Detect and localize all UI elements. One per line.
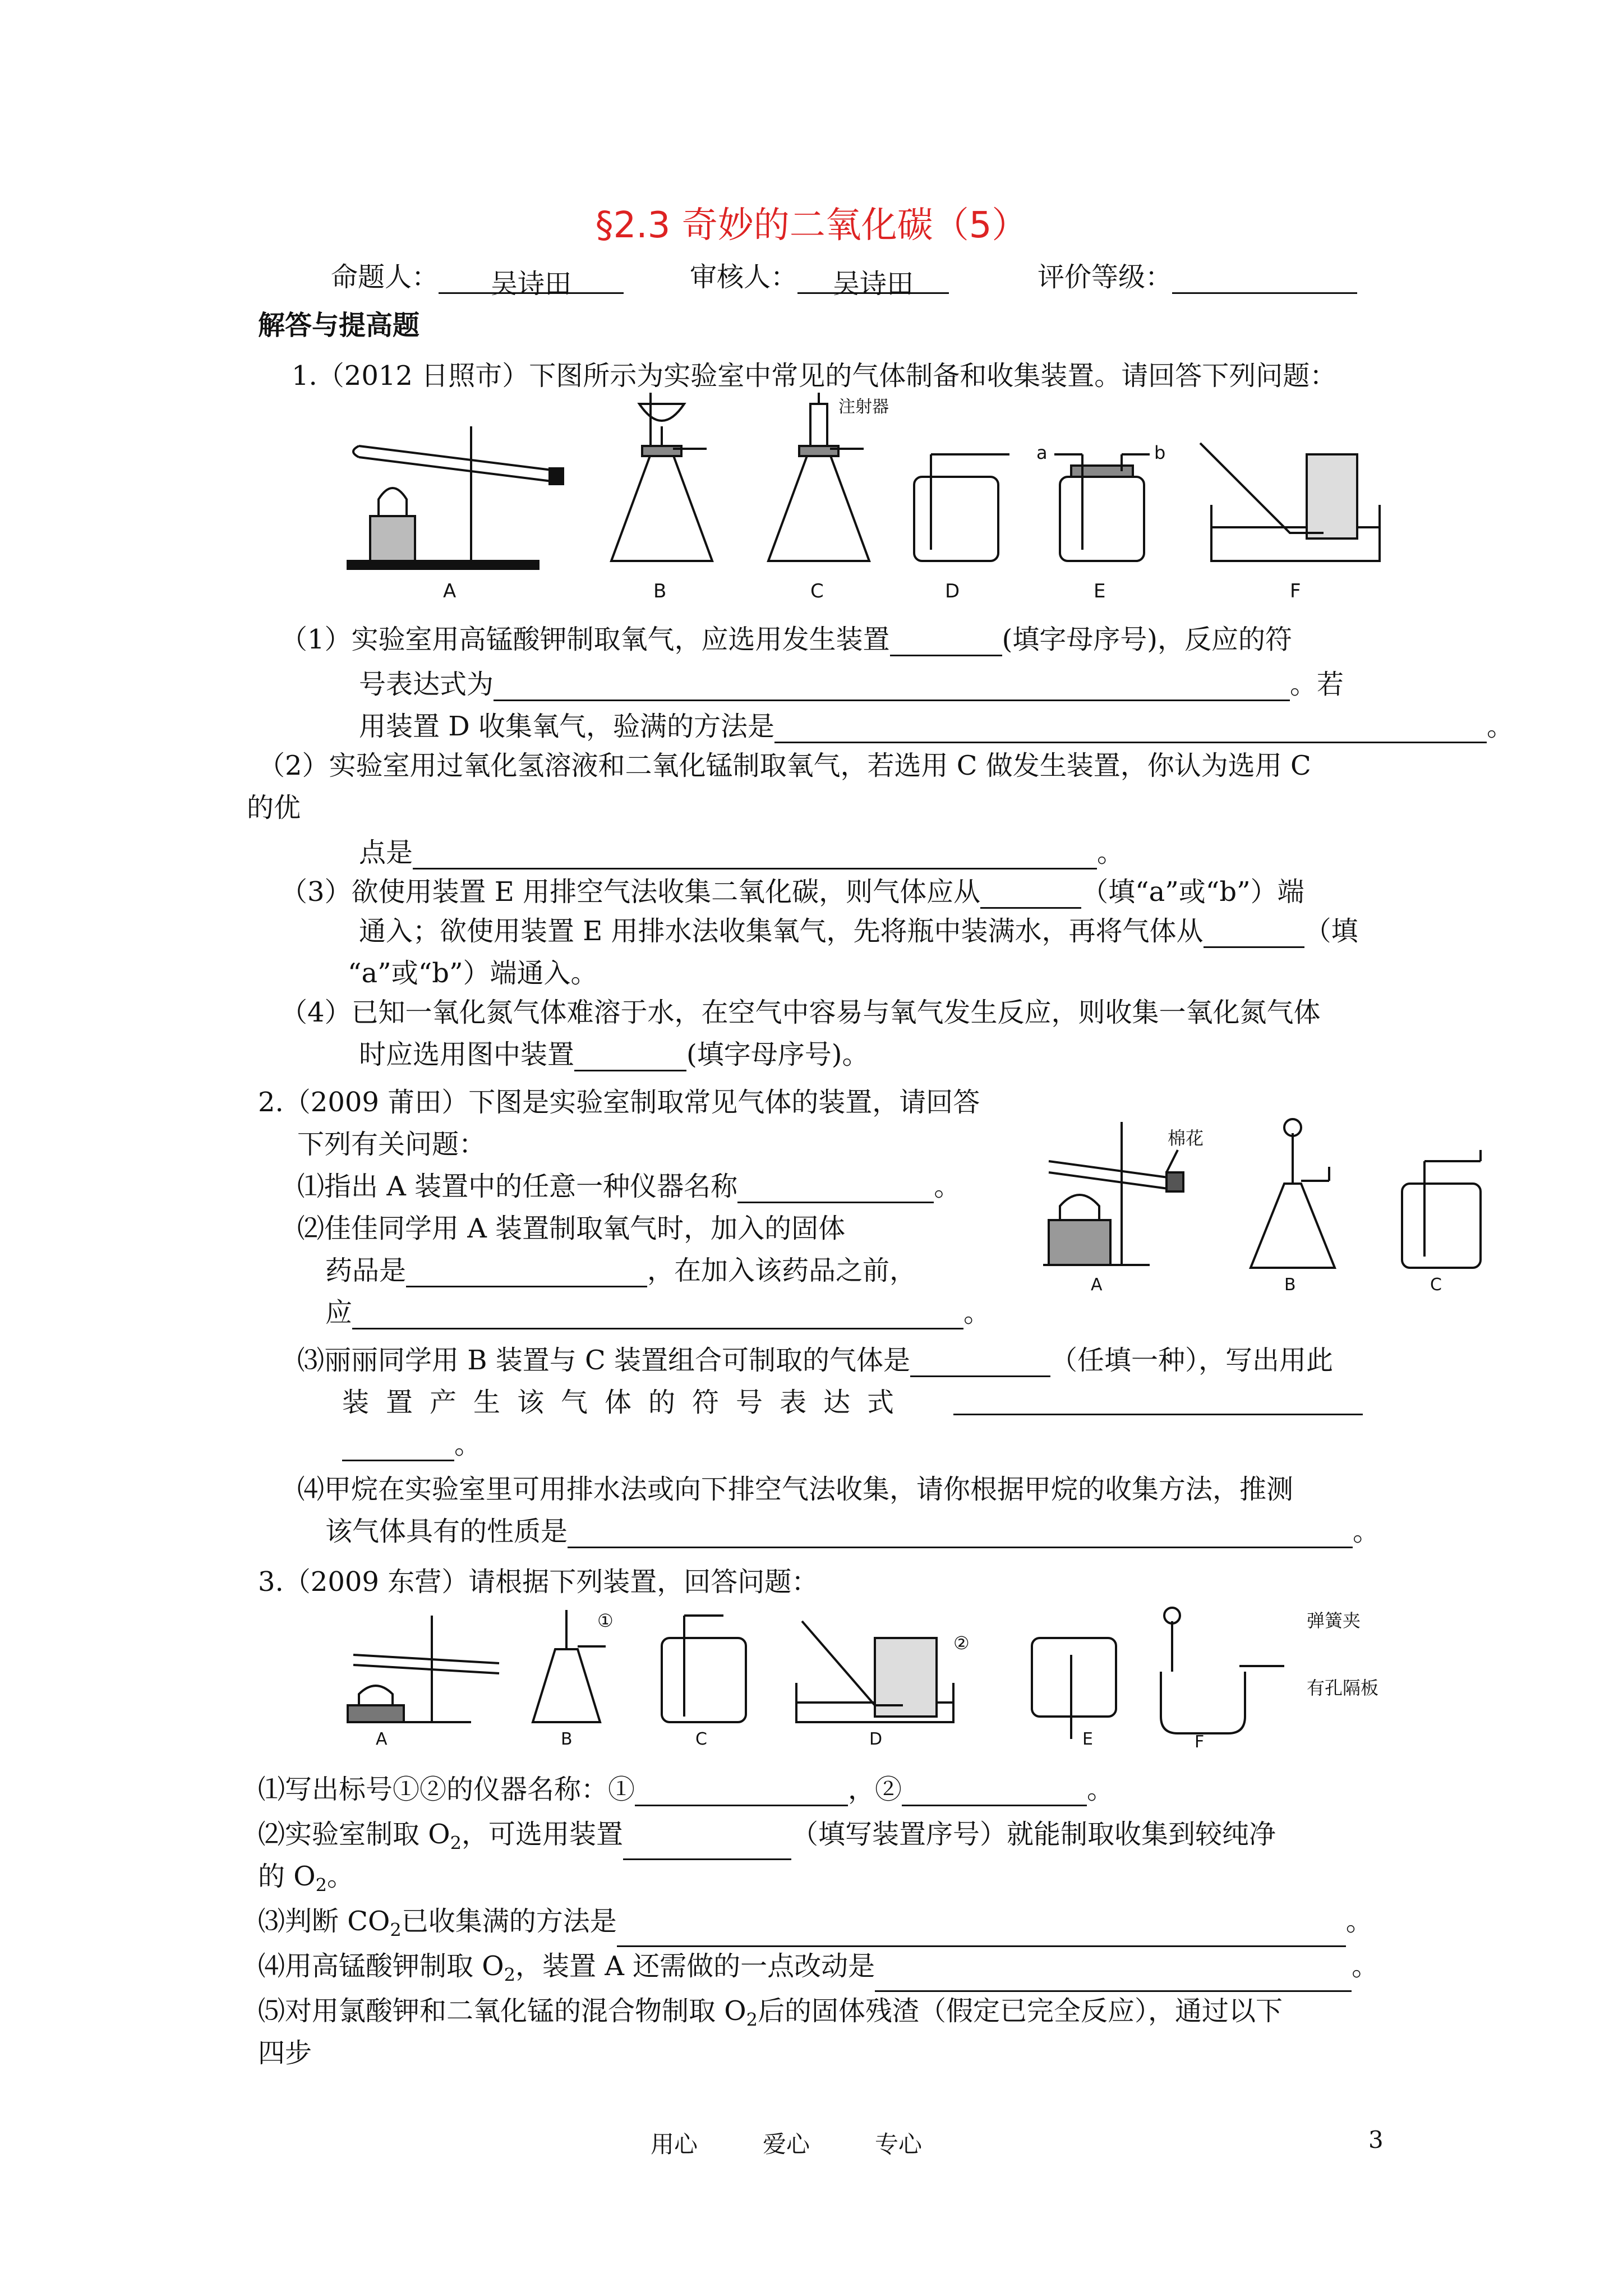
q3-p4c: 。 xyxy=(1352,1950,1379,1982)
q2-blank-instrument[interactable] xyxy=(737,1174,934,1203)
author-value: 吴诗田 xyxy=(439,262,624,294)
q2-p3d: 。 xyxy=(454,1429,482,1460)
q2-p3a: ⑶丽丽同学用 B 装置与 C 装置组合可制取的气体是 xyxy=(297,1345,911,1376)
q2-part3-line1 xyxy=(297,1343,1333,1377)
q1-p1a: （1）实验室用高锰酸钾制取氧气，应选用发生装置 xyxy=(280,624,890,655)
q3-part4 xyxy=(258,1949,1378,1992)
reviewer-value: 吴诗田 xyxy=(797,262,949,294)
q3-part5-line1 xyxy=(258,1994,1283,2037)
q1-part1-line3 xyxy=(359,710,1514,743)
q2-p2c: ，在加入该药品之前， xyxy=(647,1255,917,1286)
q2-p2b: 药品是 xyxy=(325,1255,407,1286)
q3-sub-o2-d: 2 xyxy=(746,2009,758,2031)
q3-blank-instrument1[interactable] xyxy=(635,1777,848,1806)
q3-mark1: ① xyxy=(597,1610,614,1631)
q2-p4a: ⑷甲烷在实验室里可用排水法或向下排空气法收集，请你根据甲烷的收集方法，推测 xyxy=(297,1474,1294,1505)
q3-mark2: ② xyxy=(953,1632,970,1654)
q3-p1a: ⑴写出标号①②的仪器名称：① xyxy=(258,1774,635,1805)
q1-p3a: （3）欲使用装置 E 用排空气法收集二氧化碳，则气体应从 xyxy=(280,876,981,908)
q3-blank-device[interactable] xyxy=(623,1830,791,1860)
footer-motto-3: 专心 xyxy=(875,2131,923,2158)
q1-blank-generator[interactable] xyxy=(890,627,1002,656)
q3-p2b: ，可选用装置 xyxy=(461,1819,623,1850)
q1-fig-label-a: A xyxy=(443,580,457,602)
section-heading: 解答与提高题 xyxy=(258,310,420,341)
q1-p4c: (填字母序号)。 xyxy=(686,1039,869,1070)
q2-blank-gas[interactable] xyxy=(910,1347,1050,1377)
footer-motto-2: 爱心 xyxy=(763,2131,810,2158)
q3-blank-change[interactable] xyxy=(875,1962,1352,1992)
grade-blank[interactable] xyxy=(1172,264,1357,294)
q2-p2a: ⑵佳佳同学用 A 装置制取氧气时，加入的固体 xyxy=(297,1213,846,1244)
q1-p3b: （填“a”或“b”）端 xyxy=(1081,876,1304,908)
q3-p4a: ⑷用高锰酸钾制取 O xyxy=(258,1950,504,1982)
q2-part2-line2 xyxy=(325,1254,916,1287)
q2-fig-label-b: B xyxy=(1284,1275,1296,1295)
q1-p4a: （4）已知一氧化氮气体难溶于水，在空气中容易与氧气发生反应，则收集一氧化氮气体 xyxy=(280,997,1321,1028)
q2-fig-label-a: A xyxy=(1091,1275,1103,1295)
q2-fig-label-c: C xyxy=(1430,1275,1442,1295)
q2-cotton-label: 棉花 xyxy=(1168,1128,1204,1149)
q1-p3c: 通入；欲使用装置 E 用排水法收集氧气，先将瓶中装满水，再将气体从 xyxy=(359,915,1204,947)
q3-p1c: 。 xyxy=(1087,1774,1114,1805)
page-title: §2.3 奇妙的二氧化碳（5） xyxy=(595,205,1028,246)
q2-stem2: 下列有关问题： xyxy=(297,1129,486,1160)
q3-p2c: （填写装置序号）就能制取收集到较纯净 xyxy=(791,1819,1276,1850)
q2-part4-line2 xyxy=(325,1515,1380,1548)
q3-p5c: 四步 xyxy=(258,2037,312,2069)
q3-part1 xyxy=(258,1773,1114,1806)
q3-plate-label: 有孔隔板 xyxy=(1307,1677,1379,1699)
q1-p4b: 时应选用图中装置 xyxy=(359,1039,575,1070)
q2-blank-before-adding[interactable] xyxy=(352,1300,963,1329)
q2-part1 xyxy=(297,1170,961,1203)
q1-p1b: (填字母序号)，反应的符 xyxy=(1002,624,1293,655)
q1-part3-line1 xyxy=(280,875,1304,909)
q1-stem: 1.（2012 日照市）下图所示为实验室中常见的气体制备和收集装置。请回答下列问题： xyxy=(292,360,1337,392)
q1-syringe-label: 注射器 xyxy=(838,397,889,417)
q2-blank-equation-b[interactable] xyxy=(342,1432,454,1461)
q3-part2-line1 xyxy=(258,1818,1276,1860)
q1-fig-label-d: D xyxy=(945,580,960,602)
q2-part3-line3 xyxy=(342,1428,481,1461)
grade-label: 评价等级： xyxy=(1038,261,1173,293)
q3-p5a: ⑸对用氯酸钾和二氧化锰的混合物制取 O xyxy=(258,1995,746,2027)
q1-blank-no-device[interactable] xyxy=(574,1042,686,1071)
footer-motto-1: 用心 xyxy=(651,2131,698,2158)
grade-line xyxy=(1038,255,1357,294)
q3-fig-label-e: E xyxy=(1082,1729,1093,1749)
q2-blank-solid[interactable] xyxy=(406,1258,647,1287)
q2-blank-equation-a[interactable] xyxy=(953,1386,1363,1415)
q3-blank-co2-full[interactable] xyxy=(617,1917,1346,1947)
q2-part2-line3 xyxy=(325,1296,990,1329)
q3-clip-label: 弹簧夹 xyxy=(1307,1610,1361,1631)
q3-apparatus-figure xyxy=(342,1604,1464,1750)
q3-sub-o2-c: 2 xyxy=(504,1964,515,1986)
q1-p2c: 点是 xyxy=(359,837,413,868)
q1-blank-o2-port[interactable] xyxy=(1204,918,1304,948)
q2-p3c: 装置产生该气体的符号表达式 xyxy=(342,1387,911,1418)
q1-blank-advantage[interactable] xyxy=(413,840,1097,869)
q3-p3b: 已收集满的方法是 xyxy=(401,1906,617,1937)
q1-p3e: “a”或“b”）端通入。 xyxy=(348,958,598,989)
q1-p2b: 的优 xyxy=(247,792,301,823)
q1-fig-label-b: B xyxy=(653,580,667,602)
q1-blank-full-check[interactable] xyxy=(774,714,1487,743)
q3-fig-label-b: B xyxy=(561,1729,573,1749)
q3-p2a: ⑵实验室制取 O xyxy=(258,1819,450,1850)
q2-stem1: 2.（2009 莆田）下图是实验室制取常见气体的装置，请回答 xyxy=(258,1087,980,1118)
q1-port-b: b xyxy=(1154,442,1166,463)
q1-fig-label-e: E xyxy=(1094,580,1106,602)
q2-p4b: 该气体具有的性质是 xyxy=(325,1516,568,1547)
q1-p1c: 号表达式为 xyxy=(359,669,494,700)
q1-part2-line3 xyxy=(359,836,1124,869)
q3-p2e: 。 xyxy=(326,1861,354,1892)
q1-p1d: 。若 xyxy=(1290,669,1344,700)
q3-part3 xyxy=(258,1904,1373,1947)
q1-part3-line2 xyxy=(359,914,1358,948)
q2-apparatus-figure xyxy=(1038,1111,1497,1301)
q3-blank-instrument2[interactable] xyxy=(902,1777,1087,1806)
q1-p1f: 。 xyxy=(1487,711,1514,742)
q1-part4-line2 xyxy=(359,1038,869,1071)
q1-blank-co2-port[interactable] xyxy=(980,879,1081,909)
q2-p1a: ⑴指出 A 装置中的任意一种仪器名称 xyxy=(297,1171,738,1202)
q3-p3c: 。 xyxy=(1345,1906,1373,1937)
q2-blank-property[interactable] xyxy=(568,1519,1353,1548)
q3-p5b: 后的固体残渣（假定已完全反应），通过以下 xyxy=(757,1995,1283,2027)
q1-fig-label-c: C xyxy=(810,580,824,602)
q2-p1b: 。 xyxy=(934,1171,961,1202)
q1-port-a: a xyxy=(1036,442,1048,463)
q1-p3d: （填 xyxy=(1304,915,1358,947)
q3-p1b: ，② xyxy=(848,1774,902,1805)
q1-p2d: 。 xyxy=(1097,837,1124,868)
q3-p3a: ⑶判断 CO xyxy=(258,1906,390,1937)
q1-fig-label-f: F xyxy=(1290,580,1301,602)
q1-part1-line2 xyxy=(359,668,1344,701)
q1-p2a: （2）实验室用过氧化氢溶液和二氧化锰制取氧气，若选用 C 做发生装置，你认为选用 C xyxy=(258,750,1311,781)
q3-fig-label-d: D xyxy=(869,1729,883,1749)
q3-p4b: ，装置 A 还需做的一点改动是 xyxy=(515,1950,875,1982)
q1-apparatus-figure xyxy=(336,393,1447,606)
q3-sub-co2: 2 xyxy=(390,1919,402,1941)
author-label: 命题人： xyxy=(331,261,439,293)
page-number: 3 xyxy=(1368,2126,1384,2154)
q3-fig-label-c: C xyxy=(695,1729,707,1749)
reviewer-line xyxy=(690,255,949,300)
q3-sub-o2-a: 2 xyxy=(450,1832,462,1854)
reviewer-label: 审核人： xyxy=(690,261,798,293)
q2-p4c: 。 xyxy=(1353,1516,1380,1547)
q3-stem: 3.（2009 东营）请根据下列装置，回答问题： xyxy=(258,1566,819,1598)
q1-part1-line1 xyxy=(280,623,1292,656)
q3-fig-label-a: A xyxy=(376,1729,388,1749)
q3-fig-label-f: F xyxy=(1195,1732,1205,1750)
q2-p3b: （任填一种），写出用此 xyxy=(1050,1345,1334,1376)
q1-blank-equation[interactable] xyxy=(494,671,1290,701)
author-line xyxy=(331,255,624,300)
q3-p2d: 的 O xyxy=(258,1861,316,1892)
q2-p2e: 。 xyxy=(963,1297,991,1328)
q1-p1e: 用装置 D 收集氧气，验满的方法是 xyxy=(359,711,775,742)
q3-sub-o2-b: 2 xyxy=(315,1874,327,1896)
q3-part2-line2 xyxy=(258,1860,354,1902)
q2-p2d: 应 xyxy=(325,1297,353,1328)
